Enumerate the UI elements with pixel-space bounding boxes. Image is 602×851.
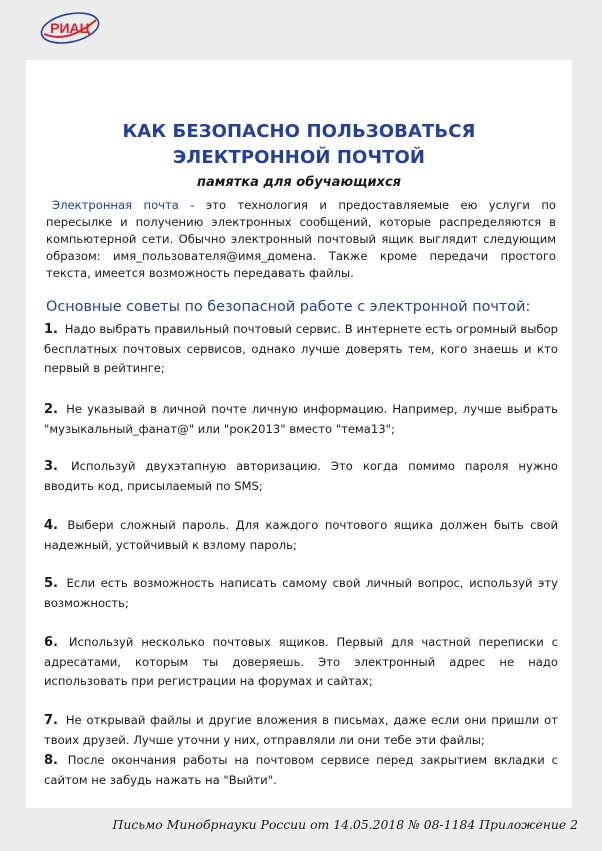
tip-number: 6. xyxy=(44,635,58,650)
memo-sheet xyxy=(26,60,572,808)
intro-paragraph xyxy=(46,197,556,282)
tip-text: Если есть возможность написать самому свой личный вопрос, используй эту возможность; xyxy=(44,576,558,610)
tip-item xyxy=(44,400,558,439)
riac-logo xyxy=(38,10,102,46)
riac-logo-icon xyxy=(38,10,102,46)
tip-item xyxy=(44,320,558,379)
tip-item xyxy=(44,633,558,692)
tip-text: После окончания работы на почтовом сервисе перед закрытием вкладки с сайтом не забудь нажать на "Выйти". xyxy=(44,753,558,787)
tip-number: 3. xyxy=(44,459,58,474)
tip-item xyxy=(44,457,558,496)
intro-text: - это технология и предоставляемые ею услуги по пересылке и получению электронных сообщений, которые распределяются в компьютерной сети. Обычно электронный почтовый ящик выглядит следующим образом: имя_пользователя@имя_домена. Также кроме передачи простого текста, имеется возможность передавать файлы. xyxy=(46,198,557,280)
tip-item xyxy=(44,751,558,790)
title-line-1: КАК БЕЗОПАСНО ПОЛЬЗОВАТЬСЯ xyxy=(122,121,476,142)
tip-number: 5. xyxy=(44,576,58,591)
tip-item xyxy=(44,574,558,613)
tip-number: 8. xyxy=(44,753,58,768)
tip-number: 7. xyxy=(44,713,58,728)
tip-text: Используй двухэтапную авторизацию. Это когда помимо пароля нужно вводить код, присылаемый по SMS; xyxy=(44,459,558,493)
tip-text: Не указывай в личной почте личную информацию. Например, лучше выбрать "музыкальный_фанат@" или "рок2013" вместо "тема13"; xyxy=(44,402,558,436)
tip-item xyxy=(44,516,558,555)
intro-term: Электронная почта xyxy=(52,198,179,212)
tip-text: Надо выбрать правильный почтовый сервис. В интернете есть огромный выбор бесплатных почтовых сервисов, однако лучше доверять тем, кого знаешь и кто первый в рейтинге; xyxy=(44,322,558,375)
tip-number: 2. xyxy=(44,402,58,417)
subtitle: памятка для обучающихся xyxy=(196,175,401,190)
tip-item xyxy=(44,711,558,750)
footer-reference: Письмо Минобрнауки России от 14.05.2018 № 08-1184 Приложение 2 xyxy=(112,817,578,832)
section-heading: Основные советы по безопасной работе с электронной почтой: xyxy=(46,299,531,315)
tip-text: Используй несколько почтовых ящиков. Первый для частной переписки с адресатами, которым ты доверяешь. Это электронный адрес не надо использовать при регистрации на форумах и сайтах; xyxy=(44,635,558,688)
tip-number: 1. xyxy=(44,322,58,337)
logo-text: РИАЦ xyxy=(50,20,90,36)
title-line-2: ЭЛЕКТРОННОЙ ПОЧТОЙ xyxy=(172,147,426,168)
tip-number: 4. xyxy=(44,518,58,533)
tip-text: Выбери сложный пароль. Для каждого почтового ящика должен быть свой надежный, устойчивый к взлому пароль; xyxy=(44,518,558,552)
tip-text: Не открывай файлы и другие вложения в письмах, даже если они пришли от твоих друзей. Лучше уточни у них, отправляли ли они тебе эти файлы; xyxy=(44,713,558,747)
